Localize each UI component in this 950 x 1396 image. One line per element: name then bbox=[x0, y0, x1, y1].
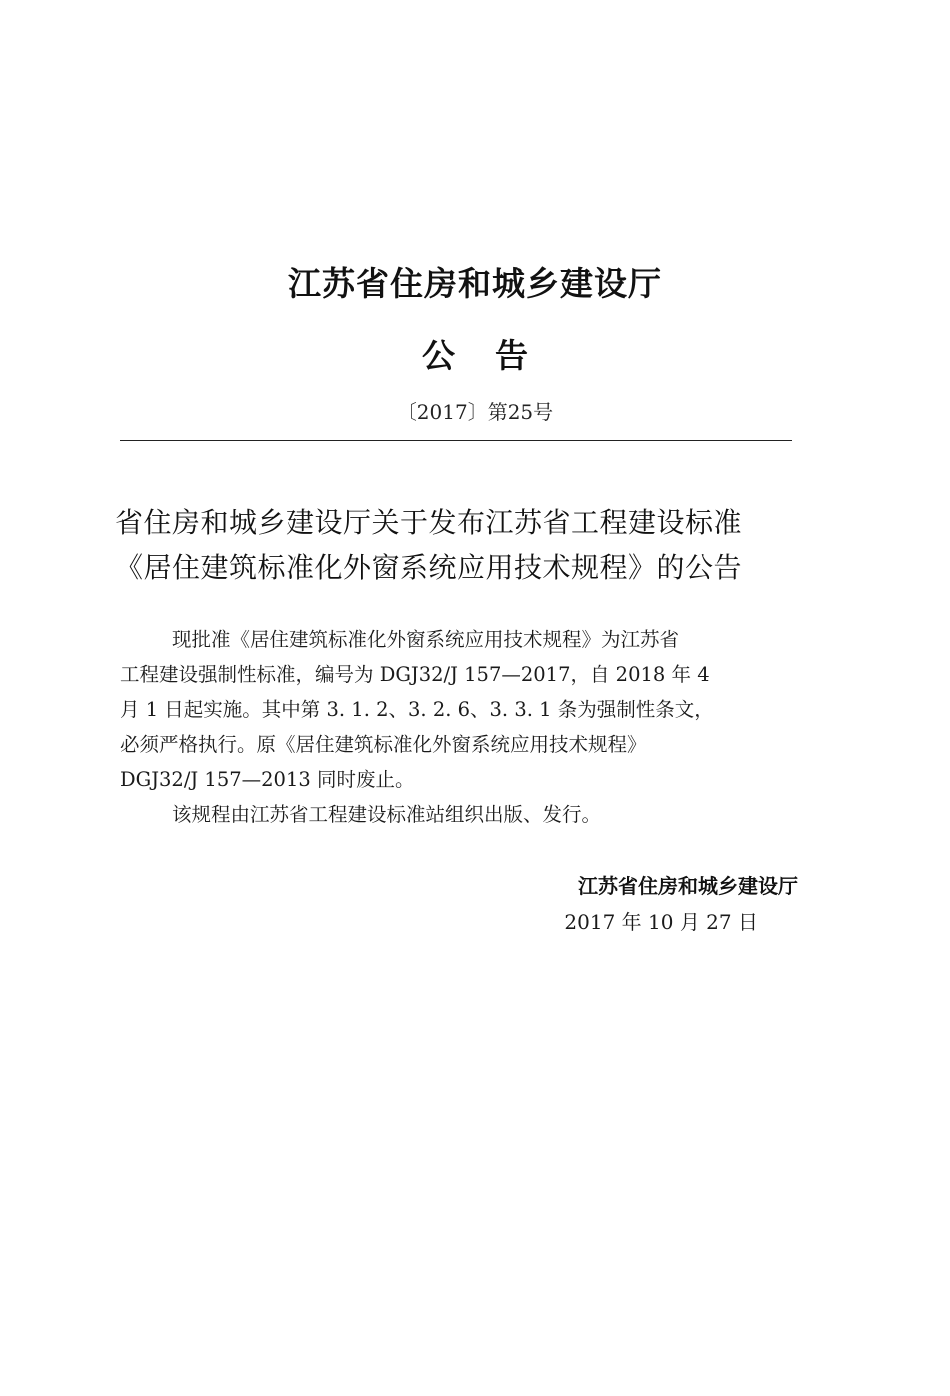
announcement-body bbox=[120, 622, 800, 832]
header-divider bbox=[120, 440, 792, 441]
headline-line-2: 《居住建筑标准化外窗系统应用技术规程》的公告 bbox=[115, 551, 743, 584]
issuing-authority-title: 江苏省住房和城乡建设厅 bbox=[288, 264, 662, 303]
body-line: 现批准《居住建筑标准化外窗系统应用技术规程》为江苏省 bbox=[172, 628, 680, 651]
announcement-headline bbox=[115, 500, 815, 590]
headline-line-1: 省住房和城乡建设厅关于发布江苏省工程建设标准 bbox=[115, 506, 743, 539]
signature-authority: 江苏省住房和城乡建设厅 bbox=[578, 874, 798, 898]
body-line: 该规程由江苏省工程建设标准站组织出版、发行。 bbox=[172, 803, 602, 826]
body-line: 工程建设强制性标准，编号为 DGJ32/J 157—2017，自 2018 年 4 bbox=[120, 663, 710, 686]
body-line: 必须严格执行。原《居住建筑标准化外窗系统应用技术规程》 bbox=[120, 733, 647, 756]
signature-date: 2017 年 10 月 27 日 bbox=[564, 910, 758, 934]
document-number: 〔2017〕第25号 bbox=[396, 400, 554, 424]
notice-label: 公告 bbox=[422, 336, 568, 375]
body-line: 月 1 日起实施。其中第 3. 1. 2、3. 2. 6、3. 3. 1 条为强制性条文， bbox=[120, 698, 714, 721]
body-line: DGJ32/J 157—2013 同时废止。 bbox=[120, 768, 415, 791]
